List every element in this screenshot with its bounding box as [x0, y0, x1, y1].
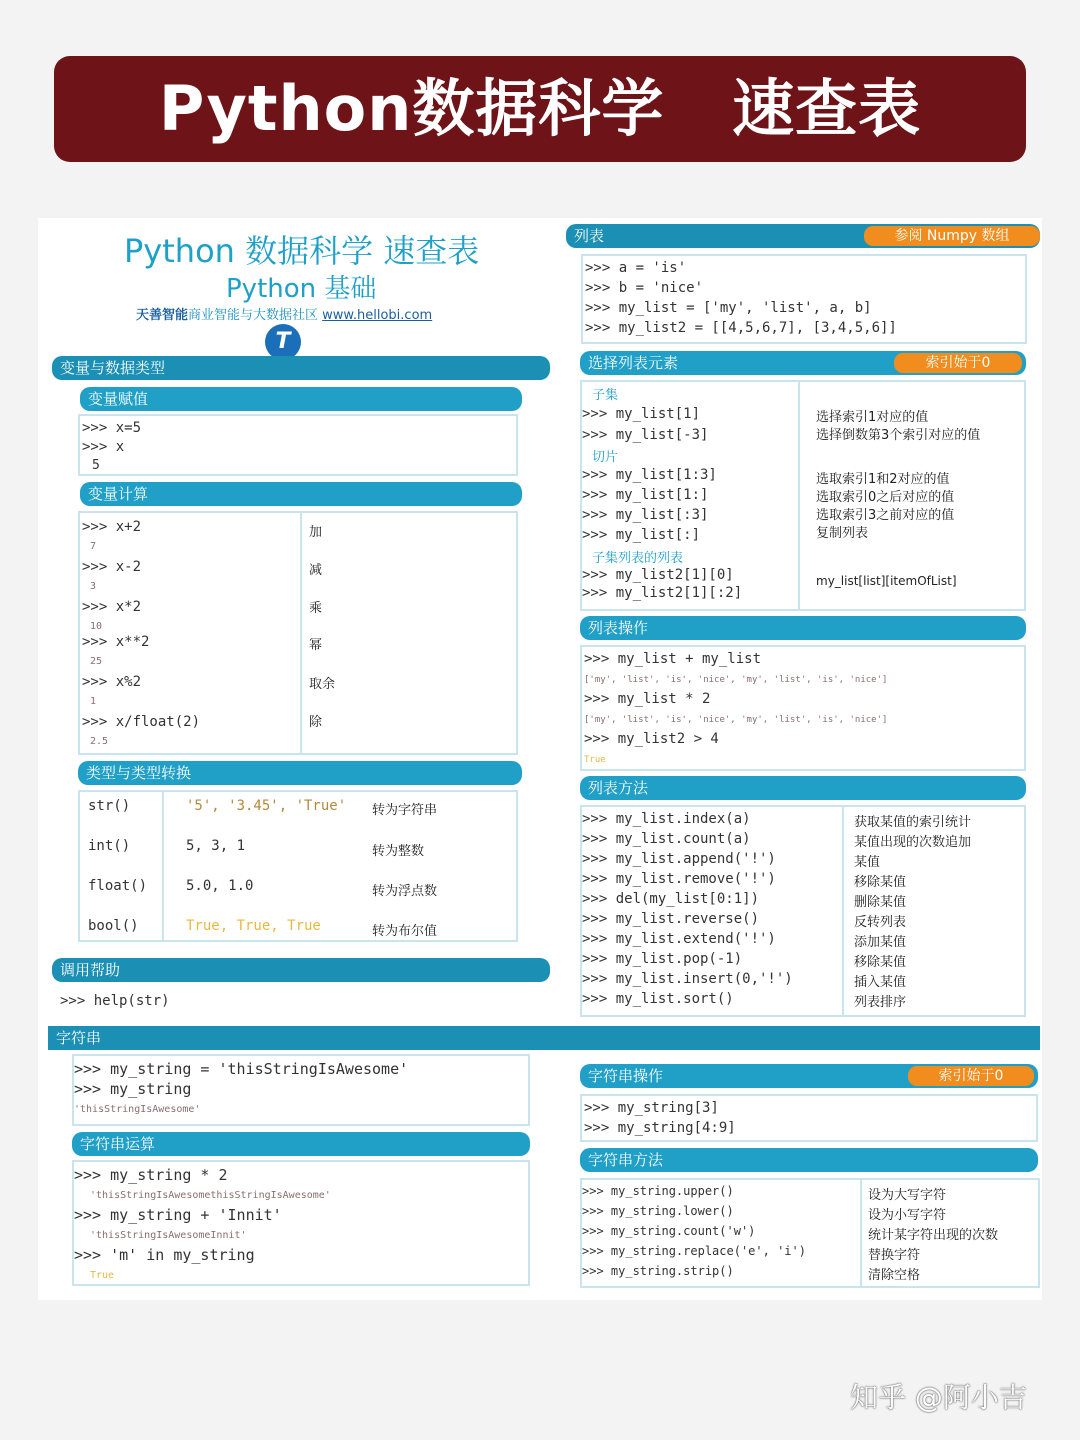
- code-line: >>> help(str): [60, 993, 170, 1009]
- column-divider: [860, 1180, 862, 1286]
- code-line: >>> x%2: [82, 674, 142, 690]
- type-example: True, True, True: [186, 918, 321, 934]
- calc-desc: 除: [309, 715, 323, 730]
- method-desc: 替换字符: [868, 1248, 921, 1263]
- type-fn: int(): [88, 838, 131, 854]
- code-output: 'thisStringIsAwesomeInnit': [90, 1230, 247, 1241]
- nested-label: 子集列表的列表: [592, 551, 684, 566]
- tagline-url[interactable]: www.hellobi.com: [322, 308, 433, 323]
- calc-desc: 加: [309, 525, 323, 540]
- section-header-vars: 变量与数据类型: [52, 356, 550, 380]
- types-box: [78, 790, 518, 942]
- code-output: 5: [92, 458, 100, 473]
- code-line: >>> b = 'nice': [585, 280, 704, 296]
- column-divider: [842, 807, 844, 1015]
- sheet-title: Python 数据科学 速查表: [124, 232, 480, 270]
- select-desc: 选择倒数第3个索引对应的值: [816, 428, 981, 443]
- code-line: >>> my_list.remove('!'): [582, 871, 776, 887]
- method-desc: 设为小写字符: [868, 1208, 947, 1223]
- type-desc: 转为浮点数: [372, 884, 438, 899]
- section-header-select: 选择列表元素: [580, 351, 1026, 375]
- type-fn: float(): [88, 878, 148, 894]
- list-ops-box: [580, 645, 1026, 771]
- method-desc: 移除某值: [854, 955, 907, 970]
- method-desc: 添加某值: [854, 935, 907, 950]
- code-line: >>> del(my_list[0:1]): [582, 891, 760, 907]
- calc-desc: 减: [309, 563, 323, 578]
- section-header-string-methods: 字符串方法: [580, 1148, 1038, 1172]
- tagline: [136, 304, 432, 323]
- subset-label: 子集: [592, 388, 619, 403]
- tagline-text: 商业智能与大数据社区: [188, 308, 319, 323]
- code-line: >>> x**2: [82, 634, 150, 650]
- calc-desc: 幂: [309, 638, 323, 653]
- method-desc: 移除某值: [854, 875, 907, 890]
- code-output: 25: [90, 656, 103, 667]
- code-line: >>> my_string: [74, 1080, 192, 1098]
- code-line: >>> my_list.pop(-1): [582, 951, 743, 967]
- code-line: >>> x: [82, 439, 125, 455]
- code-output: 2.5: [90, 736, 109, 747]
- method-desc: 某值出现的次数追加: [854, 835, 972, 850]
- code-line: >>> x+2: [82, 519, 142, 535]
- type-example: 5, 3, 1: [186, 838, 246, 854]
- code-line: >>> my_string + 'Innit': [74, 1206, 282, 1224]
- cheat-sheet: [38, 218, 1042, 1300]
- code-line: >>> my_string.upper(): [582, 1184, 734, 1198]
- code-line: >>> 'm' in my_string: [74, 1246, 255, 1264]
- list-methods-box: [580, 805, 1026, 1017]
- type-desc: 转为字符串: [372, 803, 438, 818]
- code-output: 10: [90, 621, 103, 632]
- code-line: >>> my_list2 = [[4,5,6,7], [3,4,5,6]]: [585, 320, 897, 336]
- code-line: >>> a = 'is': [585, 260, 687, 276]
- type-example: '5', '3.45', 'True': [186, 798, 347, 814]
- method-desc: 某值: [854, 855, 881, 870]
- type-fn: str(): [88, 798, 131, 814]
- code-output: ['my', 'list', 'is', 'nice', 'my', 'list', 'is', 'nice']: [584, 715, 888, 725]
- code-line: >>> my_list = ['my', 'list', a, b]: [585, 300, 872, 316]
- method-desc: 列表排序: [854, 995, 907, 1010]
- method-desc: 清除空格: [868, 1268, 921, 1283]
- tagline-brand: 天善智能: [136, 308, 189, 323]
- type-example: 5.0, 1.0: [186, 878, 254, 894]
- slice-label: 切片: [592, 450, 619, 465]
- string-calc-box: [72, 1160, 530, 1286]
- method-desc: 获取某值的索引统计: [854, 815, 972, 830]
- type-fn: bool(): [88, 918, 139, 934]
- numpy-badge: 参阅 Numpy 数组: [864, 226, 1040, 246]
- logo-letter: T: [275, 329, 291, 354]
- code-line: >>> my_list[1:3]: [582, 467, 717, 483]
- select-desc: my_list[list][itemOfList]: [816, 574, 957, 588]
- code-line: >>> my_list + my_list: [584, 651, 762, 667]
- code-line: >>> my_list.insert(0,'!'): [582, 971, 793, 987]
- code-line: >>> my_string[4:9]: [584, 1120, 736, 1136]
- brand-logo-icon: [265, 324, 301, 360]
- column-divider: [300, 513, 302, 753]
- section-header-list-methods: 列表方法: [580, 776, 1026, 800]
- string-methods-box: [580, 1178, 1040, 1288]
- section-header-string-calc: 字符串运算: [72, 1132, 530, 1156]
- section-header-assign: 变量赋值: [80, 387, 522, 411]
- code-output: 'thisStringIsAwesome': [74, 1104, 201, 1115]
- code-line: >>> x/float(2): [82, 714, 201, 730]
- code-line: >>> my_string.strip(): [582, 1264, 734, 1278]
- code-line: >>> my_list2 > 4: [584, 731, 719, 747]
- code-line: >>> my_list[-3]: [582, 427, 709, 443]
- code-output: 7: [90, 541, 97, 552]
- code-line: >>> x=5: [82, 420, 142, 436]
- section-header-types: 类型与类型转换: [78, 761, 522, 785]
- section-header-list-ops: 列表操作: [580, 616, 1026, 640]
- watermark: 知乎 @阿小吉: [850, 1381, 1027, 1414]
- calc-desc: 乘: [309, 601, 323, 616]
- section-header-calc: 变量计算: [80, 482, 522, 506]
- code-line: >>> my_string.count('w'): [582, 1224, 756, 1238]
- code-output: 3: [90, 581, 97, 592]
- code-line: >>> my_list[1]: [582, 406, 701, 422]
- code-line: >>> my_list2[1][0]: [582, 567, 734, 583]
- column-divider: [162, 792, 164, 940]
- code-line: >>> my_list[:3]: [582, 507, 709, 523]
- type-desc: 转为布尔值: [372, 924, 438, 939]
- assign-box: [78, 414, 518, 476]
- code-line: >>> my_string.lower(): [582, 1204, 734, 1218]
- select-desc: 选择索引1对应的值: [816, 410, 929, 425]
- code-line: >>> x*2: [82, 599, 142, 615]
- code-output: True: [90, 1270, 115, 1281]
- code-line: >>> my_string.replace('e', 'i'): [582, 1244, 806, 1258]
- select-desc: 选取索引3之前对应的值: [816, 508, 955, 523]
- code-line: >>> my_list.append('!'): [582, 851, 776, 867]
- index-badge: 索引始于0: [894, 353, 1022, 373]
- strings-box: [72, 1054, 530, 1126]
- code-output: 1: [90, 696, 97, 707]
- method-desc: 统计某字符出现的次数: [868, 1228, 999, 1243]
- method-desc: 反转列表: [854, 915, 907, 930]
- section-header-strings: 字符串: [48, 1026, 1040, 1050]
- code-line: >>> my_list2[1][:2]: [582, 585, 743, 601]
- code-line: >>> my_string = 'thisStringIsAwesome': [74, 1060, 409, 1078]
- select-desc: 复制列表: [816, 526, 869, 541]
- code-line: >>> my_list.extend('!'): [582, 931, 776, 947]
- code-line: >>> my_list[:]: [582, 527, 701, 543]
- lists-box: [581, 254, 1027, 344]
- code-line: >>> my_list.reverse(): [582, 911, 760, 927]
- sheet-subtitle: Python 基础: [226, 274, 377, 304]
- code-line: >>> x-2: [82, 559, 142, 575]
- code-line: >>> my_list.count(a): [582, 831, 751, 847]
- banner-title: Python数据科学 速查表: [54, 56, 1026, 162]
- code-output: 'thisStringIsAwesomethisStringIsAwesome': [90, 1190, 331, 1201]
- code-line: >>> my_string[3]: [584, 1100, 719, 1116]
- string-ops-box: [580, 1094, 1038, 1142]
- select-desc: 选取索引0之后对应的值: [816, 490, 955, 505]
- method-desc: 删除某值: [854, 895, 907, 910]
- code-output: True: [584, 755, 606, 765]
- select-box: [580, 380, 1026, 611]
- code-line: >>> my_list.sort(): [582, 991, 734, 1007]
- code-line: >>> my_list * 2: [584, 691, 711, 707]
- code-line: >>> my_list.index(a): [582, 811, 751, 827]
- calc-box: [78, 511, 518, 755]
- code-line: >>> my_string * 2: [74, 1166, 228, 1184]
- code-output: ['my', 'list', 'is', 'nice', 'my', 'list', 'is', 'nice']: [584, 675, 888, 685]
- calc-desc: 取余: [309, 677, 336, 692]
- column-divider: [798, 382, 800, 609]
- code-line: >>> my_list[1:]: [582, 487, 709, 503]
- section-header-help: 调用帮助: [52, 958, 550, 982]
- section-header-string-ops: 字符串操作: [580, 1064, 1038, 1088]
- select-desc: 选取索引1和2对应的值: [816, 472, 950, 487]
- method-desc: 设为大写字符: [868, 1188, 947, 1203]
- index-badge: 索引始于0: [908, 1066, 1034, 1086]
- type-desc: 转为整数: [372, 844, 425, 859]
- method-desc: 插入某值: [854, 975, 907, 990]
- section-header-lists: 列表: [566, 224, 1040, 248]
